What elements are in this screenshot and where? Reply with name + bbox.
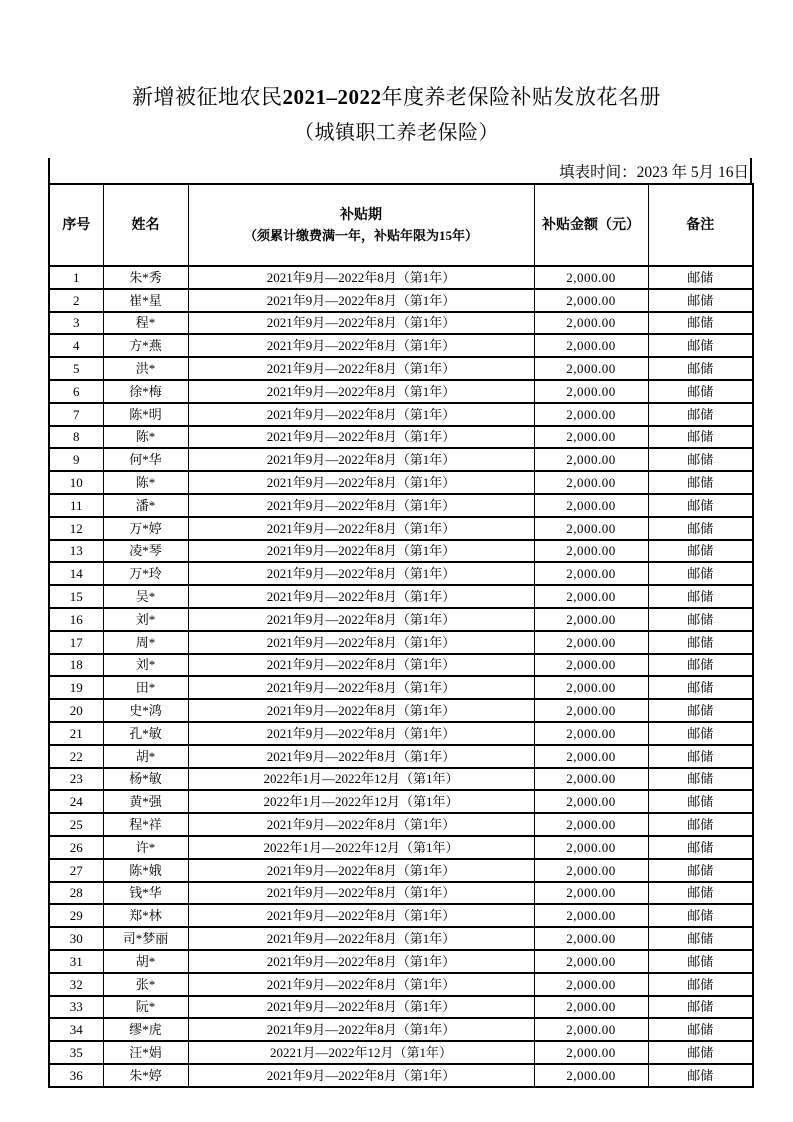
period-cell: 2021年9月—2022年8月（第1年） (188, 562, 534, 585)
table-row (49, 950, 753, 973)
remark-cell: 邮储 (648, 904, 753, 927)
name-cell: 朱*婷 (103, 1064, 188, 1087)
remark-cell: 邮储 (648, 973, 753, 996)
amount-cell: 2,000.00 (534, 859, 648, 882)
name-cell: 洪* (103, 357, 188, 380)
serial-cell: 21 (49, 722, 103, 745)
remark-cell: 邮储 (648, 882, 753, 905)
serial-cell: 8 (49, 426, 103, 449)
period-cell: 2021年9月—2022年8月（第1年） (188, 676, 534, 699)
amount-cell: 2,000.00 (534, 813, 648, 836)
serial-cell: 1 (49, 266, 103, 289)
serial-cell: 4 (49, 334, 103, 357)
period-cell: 2021年9月—2022年8月（第1年） (188, 973, 534, 996)
remark-cell: 邮储 (648, 950, 753, 973)
serial-cell: 31 (49, 950, 103, 973)
period-cell: 2021年9月—2022年8月（第1年） (188, 312, 534, 335)
remark-cell: 邮储 (648, 289, 753, 312)
name-cell: 程*祥 (103, 813, 188, 836)
page-title (0, 84, 793, 111)
name-cell: 杨*敏 (103, 768, 188, 791)
name-cell: 陈*明 (103, 403, 188, 426)
name-cell: 钱*华 (103, 882, 188, 905)
amount-cell: 2,000.00 (534, 904, 648, 927)
amount-cell: 2,000.00 (534, 608, 648, 631)
period-cell: 2021年9月—2022年8月（第1年） (188, 745, 534, 768)
name-cell: 刘* (103, 654, 188, 677)
serial-cell: 5 (49, 357, 103, 380)
roster-table-body (49, 266, 753, 1087)
name-cell: 崔*星 (103, 289, 188, 312)
amount-cell: 2,000.00 (534, 448, 648, 471)
table-row (49, 312, 753, 335)
table-row (49, 654, 753, 677)
serial-cell: 25 (49, 813, 103, 836)
serial-cell: 29 (49, 904, 103, 927)
amount-cell: 2,000.00 (534, 494, 648, 517)
header-row (49, 184, 753, 266)
table-row (49, 266, 753, 289)
period-cell: 2021年9月—2022年8月（第1年） (188, 357, 534, 380)
period-cell: 2021年9月—2022年8月（第1年） (188, 859, 534, 882)
serial-cell: 18 (49, 654, 103, 677)
table-row (49, 722, 753, 745)
remark-cell: 邮储 (648, 517, 753, 540)
name-cell: 潘* (103, 494, 188, 517)
amount-cell: 2,000.00 (534, 631, 648, 654)
name-cell: 陈* (103, 426, 188, 449)
period-cell: 2021年9月—2022年8月（第1年） (188, 608, 534, 631)
table-row (49, 380, 753, 403)
amount-cell: 2,000.00 (534, 1041, 648, 1064)
remark-cell: 邮储 (648, 699, 753, 722)
table-row (49, 517, 753, 540)
name-cell: 凌*琴 (103, 540, 188, 563)
name-cell: 史*鸿 (103, 699, 188, 722)
serial-cell: 15 (49, 585, 103, 608)
title-prefix: 新增被征地农民 (132, 85, 283, 109)
table-row (49, 676, 753, 699)
name-cell: 汪*娟 (103, 1041, 188, 1064)
period-cell: 2021年9月—2022年8月（第1年） (188, 631, 534, 654)
col-header-period (188, 184, 534, 266)
period-cell: 2021年9月—2022年8月（第1年） (188, 699, 534, 722)
period-cell: 2021年9月—2022年8月（第1年） (188, 517, 534, 540)
period-cell: 2021年9月—2022年8月（第1年） (188, 540, 534, 563)
serial-cell: 17 (49, 631, 103, 654)
amount-cell: 2,000.00 (534, 471, 648, 494)
table-row (49, 745, 753, 768)
fill-date-label: 填表时间：2023 年 5月 16日 (559, 163, 749, 181)
table-row (49, 585, 753, 608)
remark-cell: 邮储 (648, 927, 753, 950)
table-row (49, 631, 753, 654)
period-cell: 2021年9月—2022年8月（第1年） (188, 654, 534, 677)
table-row (49, 768, 753, 791)
serial-cell: 28 (49, 882, 103, 905)
name-cell: 徐*梅 (103, 380, 188, 403)
amount-cell: 2,000.00 (534, 699, 648, 722)
col-header-period-line2: （须累计缴费满一年，补贴年限为15年） (243, 227, 478, 243)
amount-cell: 2,000.00 (534, 745, 648, 768)
remark-cell: 邮储 (648, 266, 753, 289)
serial-cell: 13 (49, 540, 103, 563)
serial-cell: 12 (49, 517, 103, 540)
amount-cell: 2,000.00 (534, 790, 648, 813)
name-cell: 胡* (103, 745, 188, 768)
name-cell: 缪*虎 (103, 1018, 188, 1041)
table-row (49, 790, 753, 813)
serial-cell: 10 (49, 471, 103, 494)
remark-cell: 邮储 (648, 380, 753, 403)
col-header-index: 序号 (49, 184, 103, 266)
serial-cell: 20 (49, 699, 103, 722)
amount-cell: 2,000.00 (534, 927, 648, 950)
period-cell: 20221月—2022年12月（第1年） (188, 1041, 534, 1064)
table-row (49, 882, 753, 905)
name-cell: 张* (103, 973, 188, 996)
name-cell: 程* (103, 312, 188, 335)
col-header-amount: 补贴金额（元） (534, 184, 648, 266)
remark-cell: 邮储 (648, 996, 753, 1019)
name-cell: 朱*秀 (103, 266, 188, 289)
table-row (49, 904, 753, 927)
period-cell: 2021年9月—2022年8月（第1年） (188, 380, 534, 403)
name-cell: 孔*敏 (103, 722, 188, 745)
title-suffix: 年度养老保险补贴发放花名册 (381, 85, 661, 109)
serial-cell: 34 (49, 1018, 103, 1041)
amount-cell: 2,000.00 (534, 357, 648, 380)
amount-cell: 2,000.00 (534, 562, 648, 585)
table-row (49, 813, 753, 836)
table-row (49, 859, 753, 882)
table-row (49, 996, 753, 1019)
amount-cell: 2,000.00 (534, 266, 648, 289)
amount-cell: 2,000.00 (534, 882, 648, 905)
remark-cell: 邮储 (648, 1041, 753, 1064)
period-cell: 2021年9月—2022年8月（第1年） (188, 494, 534, 517)
serial-cell: 27 (49, 859, 103, 882)
serial-cell: 7 (49, 403, 103, 426)
amount-cell: 2,000.00 (534, 722, 648, 745)
name-cell: 田* (103, 676, 188, 699)
remark-cell: 邮储 (648, 357, 753, 380)
period-cell: 2021年9月—2022年8月（第1年） (188, 1018, 534, 1041)
table-row (49, 289, 753, 312)
name-cell: 何*华 (103, 448, 188, 471)
serial-cell: 26 (49, 836, 103, 859)
amount-cell: 2,000.00 (534, 950, 648, 973)
serial-cell: 23 (49, 768, 103, 791)
amount-cell: 2,000.00 (534, 676, 648, 699)
remark-cell: 邮储 (648, 1064, 753, 1087)
remark-cell: 邮储 (648, 540, 753, 563)
amount-cell: 2,000.00 (534, 312, 648, 335)
amount-cell: 2,000.00 (534, 836, 648, 859)
remark-cell: 邮储 (648, 768, 753, 791)
remark-cell: 邮储 (648, 813, 753, 836)
remark-cell: 邮储 (648, 1018, 753, 1041)
col-header-remark: 备注 (648, 184, 753, 266)
table-row (49, 562, 753, 585)
period-cell: 2021年9月—2022年8月（第1年） (188, 722, 534, 745)
period-cell: 2022年1月—2022年12月（第1年） (188, 790, 534, 813)
table-row (49, 448, 753, 471)
serial-cell: 14 (49, 562, 103, 585)
period-cell: 2021年9月—2022年8月（第1年） (188, 448, 534, 471)
remark-cell: 邮储 (648, 403, 753, 426)
remark-cell: 邮储 (648, 722, 753, 745)
col-header-name: 姓名 (103, 184, 188, 266)
table-row (49, 403, 753, 426)
remark-cell: 邮储 (648, 608, 753, 631)
table-row (49, 426, 753, 449)
remark-cell: 邮储 (648, 471, 753, 494)
name-cell: 方*燕 (103, 334, 188, 357)
name-cell: 司*梦丽 (103, 927, 188, 950)
amount-cell: 2,000.00 (534, 996, 648, 1019)
remark-cell: 邮储 (648, 426, 753, 449)
page-subtitle: （城镇职工养老保险） (294, 122, 499, 145)
period-cell: 2021年9月—2022年8月（第1年） (188, 426, 534, 449)
name-cell: 许* (103, 836, 188, 859)
serial-cell: 19 (49, 676, 103, 699)
name-cell: 吴* (103, 585, 188, 608)
amount-cell: 2,000.00 (534, 1018, 648, 1041)
remark-cell: 邮储 (648, 334, 753, 357)
remark-cell: 邮储 (648, 448, 753, 471)
serial-cell: 33 (49, 996, 103, 1019)
serial-cell: 6 (49, 380, 103, 403)
name-cell: 陈* (103, 471, 188, 494)
amount-cell: 2,000.00 (534, 380, 648, 403)
period-cell: 2021年9月—2022年8月（第1年） (188, 266, 534, 289)
amount-cell: 2,000.00 (534, 585, 648, 608)
serial-cell: 32 (49, 973, 103, 996)
amount-cell: 2,000.00 (534, 1064, 648, 1087)
period-cell: 2022年1月—2022年12月（第1年） (188, 768, 534, 791)
remark-cell: 邮储 (648, 836, 753, 859)
period-cell: 2021年9月—2022年8月（第1年） (188, 289, 534, 312)
col-header-period-line1: 补贴期 (340, 207, 382, 223)
period-cell: 2021年9月—2022年8月（第1年） (188, 950, 534, 973)
period-cell: 2021年9月—2022年8月（第1年） (188, 996, 534, 1019)
amount-cell: 2,000.00 (534, 540, 648, 563)
remark-cell: 邮储 (648, 859, 753, 882)
table-row (49, 494, 753, 517)
period-cell: 2021年9月—2022年8月（第1年） (188, 927, 534, 950)
table-row (49, 699, 753, 722)
period-cell: 2021年9月—2022年8月（第1年） (188, 882, 534, 905)
remark-cell: 邮储 (648, 654, 753, 677)
table-row (49, 357, 753, 380)
serial-cell: 16 (49, 608, 103, 631)
period-cell: 2021年9月—2022年8月（第1年） (188, 471, 534, 494)
serial-cell: 2 (49, 289, 103, 312)
remark-cell: 邮储 (648, 585, 753, 608)
table-row (49, 836, 753, 859)
name-cell: 陈*娥 (103, 859, 188, 882)
amount-cell: 2,000.00 (534, 517, 648, 540)
table-row (49, 1064, 753, 1087)
period-cell: 2021年9月—2022年8月（第1年） (188, 585, 534, 608)
serial-cell: 36 (49, 1064, 103, 1087)
name-cell: 刘* (103, 608, 188, 631)
roster-table (48, 183, 754, 1088)
remark-cell: 邮储 (648, 631, 753, 654)
name-cell: 周* (103, 631, 188, 654)
table-row (49, 540, 753, 563)
amount-cell: 2,000.00 (534, 289, 648, 312)
name-cell: 胡* (103, 950, 188, 973)
title-block (0, 84, 793, 145)
table-row (49, 608, 753, 631)
table-row (49, 927, 753, 950)
remark-cell: 邮储 (648, 790, 753, 813)
serial-cell: 3 (49, 312, 103, 335)
remark-cell: 邮储 (648, 676, 753, 699)
period-cell: 2021年9月—2022年8月（第1年） (188, 403, 534, 426)
remark-cell: 邮储 (648, 312, 753, 335)
remark-cell: 邮储 (648, 494, 753, 517)
name-cell: 郑*林 (103, 904, 188, 927)
title-years: 2021–2022 (282, 85, 382, 109)
table-row (49, 1018, 753, 1041)
fill-date-row (48, 158, 752, 183)
name-cell: 万*婷 (103, 517, 188, 540)
period-cell: 2022年1月—2022年12月（第1年） (188, 836, 534, 859)
name-cell: 阮* (103, 996, 188, 1019)
amount-cell: 2,000.00 (534, 768, 648, 791)
name-cell: 黄*强 (103, 790, 188, 813)
remark-cell: 邮储 (648, 562, 753, 585)
amount-cell: 2,000.00 (534, 403, 648, 426)
table-row (49, 334, 753, 357)
serial-cell: 9 (49, 448, 103, 471)
name-cell: 万*玲 (103, 562, 188, 585)
serial-cell: 11 (49, 494, 103, 517)
serial-cell: 22 (49, 745, 103, 768)
period-cell: 2021年9月—2022年8月（第1年） (188, 334, 534, 357)
remark-cell: 邮储 (648, 745, 753, 768)
amount-cell: 2,000.00 (534, 334, 648, 357)
serial-cell: 24 (49, 790, 103, 813)
period-cell: 2021年9月—2022年8月（第1年） (188, 904, 534, 927)
table-row (49, 471, 753, 494)
amount-cell: 2,000.00 (534, 426, 648, 449)
roster-table-area (48, 158, 752, 1088)
serial-cell: 30 (49, 927, 103, 950)
period-cell: 2021年9月—2022年8月（第1年） (188, 1064, 534, 1087)
period-cell: 2021年9月—2022年8月（第1年） (188, 813, 534, 836)
table-row (49, 1041, 753, 1064)
table-row (49, 973, 753, 996)
amount-cell: 2,000.00 (534, 654, 648, 677)
amount-cell: 2,000.00 (534, 973, 648, 996)
serial-cell: 35 (49, 1041, 103, 1064)
